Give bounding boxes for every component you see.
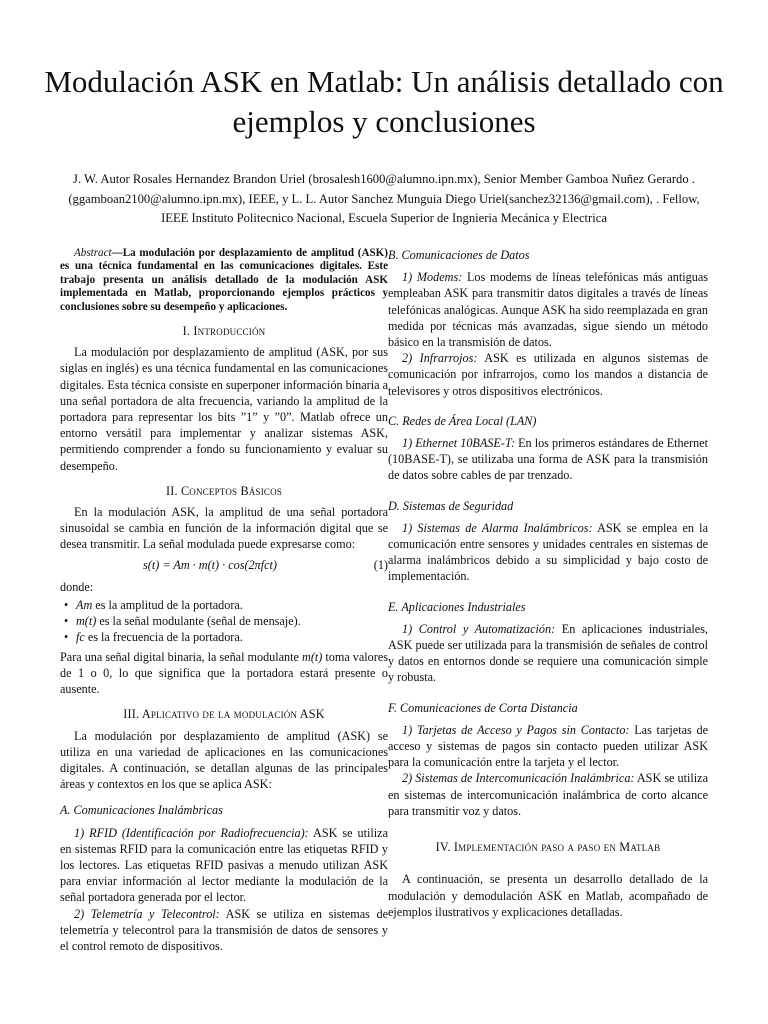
paragraph-label: 1) Tarjetas de Acceso y Pagos sin Contacto: [402, 722, 630, 737]
right-column [388, 247, 708, 920]
paragraph-text: En los primeros estándares de Ethernet (10BASE-T), se utilizaba una forma de ASK para la transmisión de datos sobre cables de par trenzado. [388, 436, 708, 483]
paragraph-text: En aplicaciones industriales, ASK puede ser utilizada para la transmisión de señales de control y datos en entornos donde se requiere una comunicación simple y robusta. [388, 621, 708, 685]
abstract-text: —La modulación por desplazamiento de amplitud (ASK) es una técnica fundamental en las comunicaciones digitales. Este trabajo presenta un análisis detallado de la modulación ASK implementada en Matlab, proporcionando ejemplos prácticos y conclusiones sobre su desempeño y aplicaciones. [60, 247, 388, 313]
definition-list [60, 597, 388, 646]
paragraph [388, 435, 708, 484]
left-column [60, 247, 388, 954]
math-symbol: m(t) [76, 614, 97, 629]
math-symbol: fc [76, 630, 85, 645]
paragraph: La modulación por desplazamiento de amplitud (ASK) se utiliza en una variedad de aplicaciones en las comunicaciones digitales. A continuación, se detallan algunas de las principales áreas y contextos en los que se aplica ASK: [60, 728, 388, 792]
math-symbol: Am [76, 598, 93, 613]
subsection-heading: B. Comunicaciones de Datos [388, 248, 530, 262]
paragraph [388, 269, 708, 350]
paragraph [388, 770, 708, 819]
paragraph: A continuación, se presenta un desarrollo detallado de la modulación y demodulación ASK en Matlab, acompañado de ejemplos ilustrativos y explicaciones detalladas. [388, 872, 708, 919]
paragraph-label: 2) Telemetría y Telecontrol: [74, 906, 220, 921]
equation-1 [60, 557, 388, 573]
math-symbol: m(t) [302, 649, 323, 664]
section-heading-aplicativo: III. Aplicativo de la modulación ASK [123, 707, 325, 722]
subsection-heading: D. Sistemas de Seguridad [388, 498, 514, 513]
paper-title: Modulación ASK en Matlab: Un análisis detallado con ejemplos y conclusiones [44, 64, 724, 139]
paragraph-label: 1) RFID (Identificación por Radiofrecuencia): [74, 825, 309, 840]
paragraph-text: ASK es utilizada en algunos sistemas de comunicación por infrarrojos, como los mandos a distancia de televisores y otros dispositivos electrónicos. [388, 351, 708, 398]
paragraph [60, 825, 388, 906]
paragraph: La modulación por desplazamiento de amplitud (ASK, por sus siglas en inglés) es una técnica fundamental en las comunicaciones digitales. Esta técnica consiste en superponer información binaria a una señal portadora de alta frecuencia, variando la amplitud de la portadora para representar los bits ”1” y ”0”. Matlab ofrece un entorno versátil para implementar y analizar sistemas ASK, permitiendo comprender a fondo su funcionamiento y evaluar su desempeño. [60, 345, 388, 473]
paragraph-text: ASK se utiliza en sistemas RFID para la comunicación entre las etiquetas RFID y los lectores. Las etiquetas RFID pasivas a menudo utilizan ASK para enviar información al lector mediante la modulación de la señal portadora generada por el lector. [60, 825, 388, 905]
paragraph-label: 1) Ethernet 10BASE-T: [402, 436, 516, 451]
paragraph-text: Para una señal digital binaria, la señal modulante [60, 649, 303, 664]
paragraph-label: 1) Modems: [402, 270, 463, 285]
paragraph-label: 1) Sistemas de Alarma Inalámbricos: [402, 520, 593, 535]
equation-number: (1) [373, 557, 388, 572]
paragraph: En la modulación ASK, la amplitud de una señal portadora sinusoidal se cambia en función de la información digital que se desea transmitir. La señal modulada puede expresarse como: [60, 505, 388, 552]
paragraph-text: ASK se utiliza en sistemas de telemetría y telecontrol para la transmisión de datos de sensores y el control remoto de dispositivos. [60, 906, 389, 953]
paragraph [60, 906, 388, 955]
paragraph-text: Los modems de líneas telefónicas más antiguas empleaban ASK para transmitir datos digitales a través de líneas telefónicas analógicas. Aunque ASK ha sido reemplazada en gran medida por técnicas más avanzadas, sigue siendo un método básico en la transmisión de datos. [388, 270, 708, 350]
author-list: J. W. Autor Rosales Hernandez Brandon Uriel (brosalesh1600@alumno.ipn.mx), Senior Member Gamboa Nuñez Gerardo . (ggamboan2100@alumno.ipn.mx), IEEE, y L. L. Autor Sanchez Munguia Diego Uriel(sanchez32136@gmail.com), . Fellow, IEEE Instituto Politecnico Nacional, Escuela Superior de Ingnieria Mecánica y Electrica [68, 172, 700, 225]
subsection-heading: C. Redes de Área Local (LAN) [388, 413, 537, 428]
section-heading-conceptos: II. Conceptos Básicos [165, 483, 283, 498]
subsection-heading: E. Aplicaciones Industriales [388, 599, 526, 614]
paragraph-text: ASK se emplea en la comunicación entre sensores y unidades centrales en sistemas de alarma inalámbricos debido a su simplicidad y bajo costo de implementación. [388, 520, 708, 584]
paragraph-text: Las tarjetas de acceso y sistemas de pagos sin contacto pueden utilizar ASK para la comunicación entre la tarjeta y el lector. [388, 722, 708, 770]
paragraph [388, 621, 708, 686]
list-item [76, 629, 388, 645]
subsection-heading: A. Comunicaciones Inalámbricas [60, 803, 223, 818]
paragraph [388, 350, 708, 399]
paragraph-text: ASK se utiliza en sistemas de intercomunicación inalámbrica de corto alcance para transmitir voz y datos. [388, 771, 708, 818]
abstract [60, 247, 388, 314]
subsection-heading: F. Comunicaciones de Corta Distancia [388, 700, 578, 715]
list-item-text: es la amplitud de la portadora. [92, 598, 243, 613]
equation-formula: s(t) = Am · m(t) · cos(2πfct) [143, 557, 277, 572]
paragraph-text: toma valores de 1 o 0, lo que significa que la portadora estará presente o ausente. [60, 649, 388, 697]
list-item-text: es la señal modulante (señal de mensaje). [96, 614, 301, 629]
paragraph [60, 649, 388, 698]
paragraph [388, 722, 708, 771]
section-heading-introduccion: I. Introducción [182, 324, 266, 339]
abstract-label: Abstract [74, 247, 112, 259]
paragraph-label: 1) Control y Automatización: [402, 621, 556, 636]
paragraph-donde: donde: [60, 579, 94, 594]
paragraph [388, 520, 708, 585]
paragraph-label: 2) Sistemas de Intercomunicación Inalámbrica: [402, 771, 635, 786]
list-item [76, 597, 388, 613]
paragraph-label: 2) Infrarrojos: [402, 351, 478, 366]
section-heading-implementacion: IV. Implementación paso a paso en Matlab [435, 840, 661, 855]
list-item-text: es la frecuencia de la portadora. [84, 630, 243, 645]
list-item [76, 613, 388, 629]
